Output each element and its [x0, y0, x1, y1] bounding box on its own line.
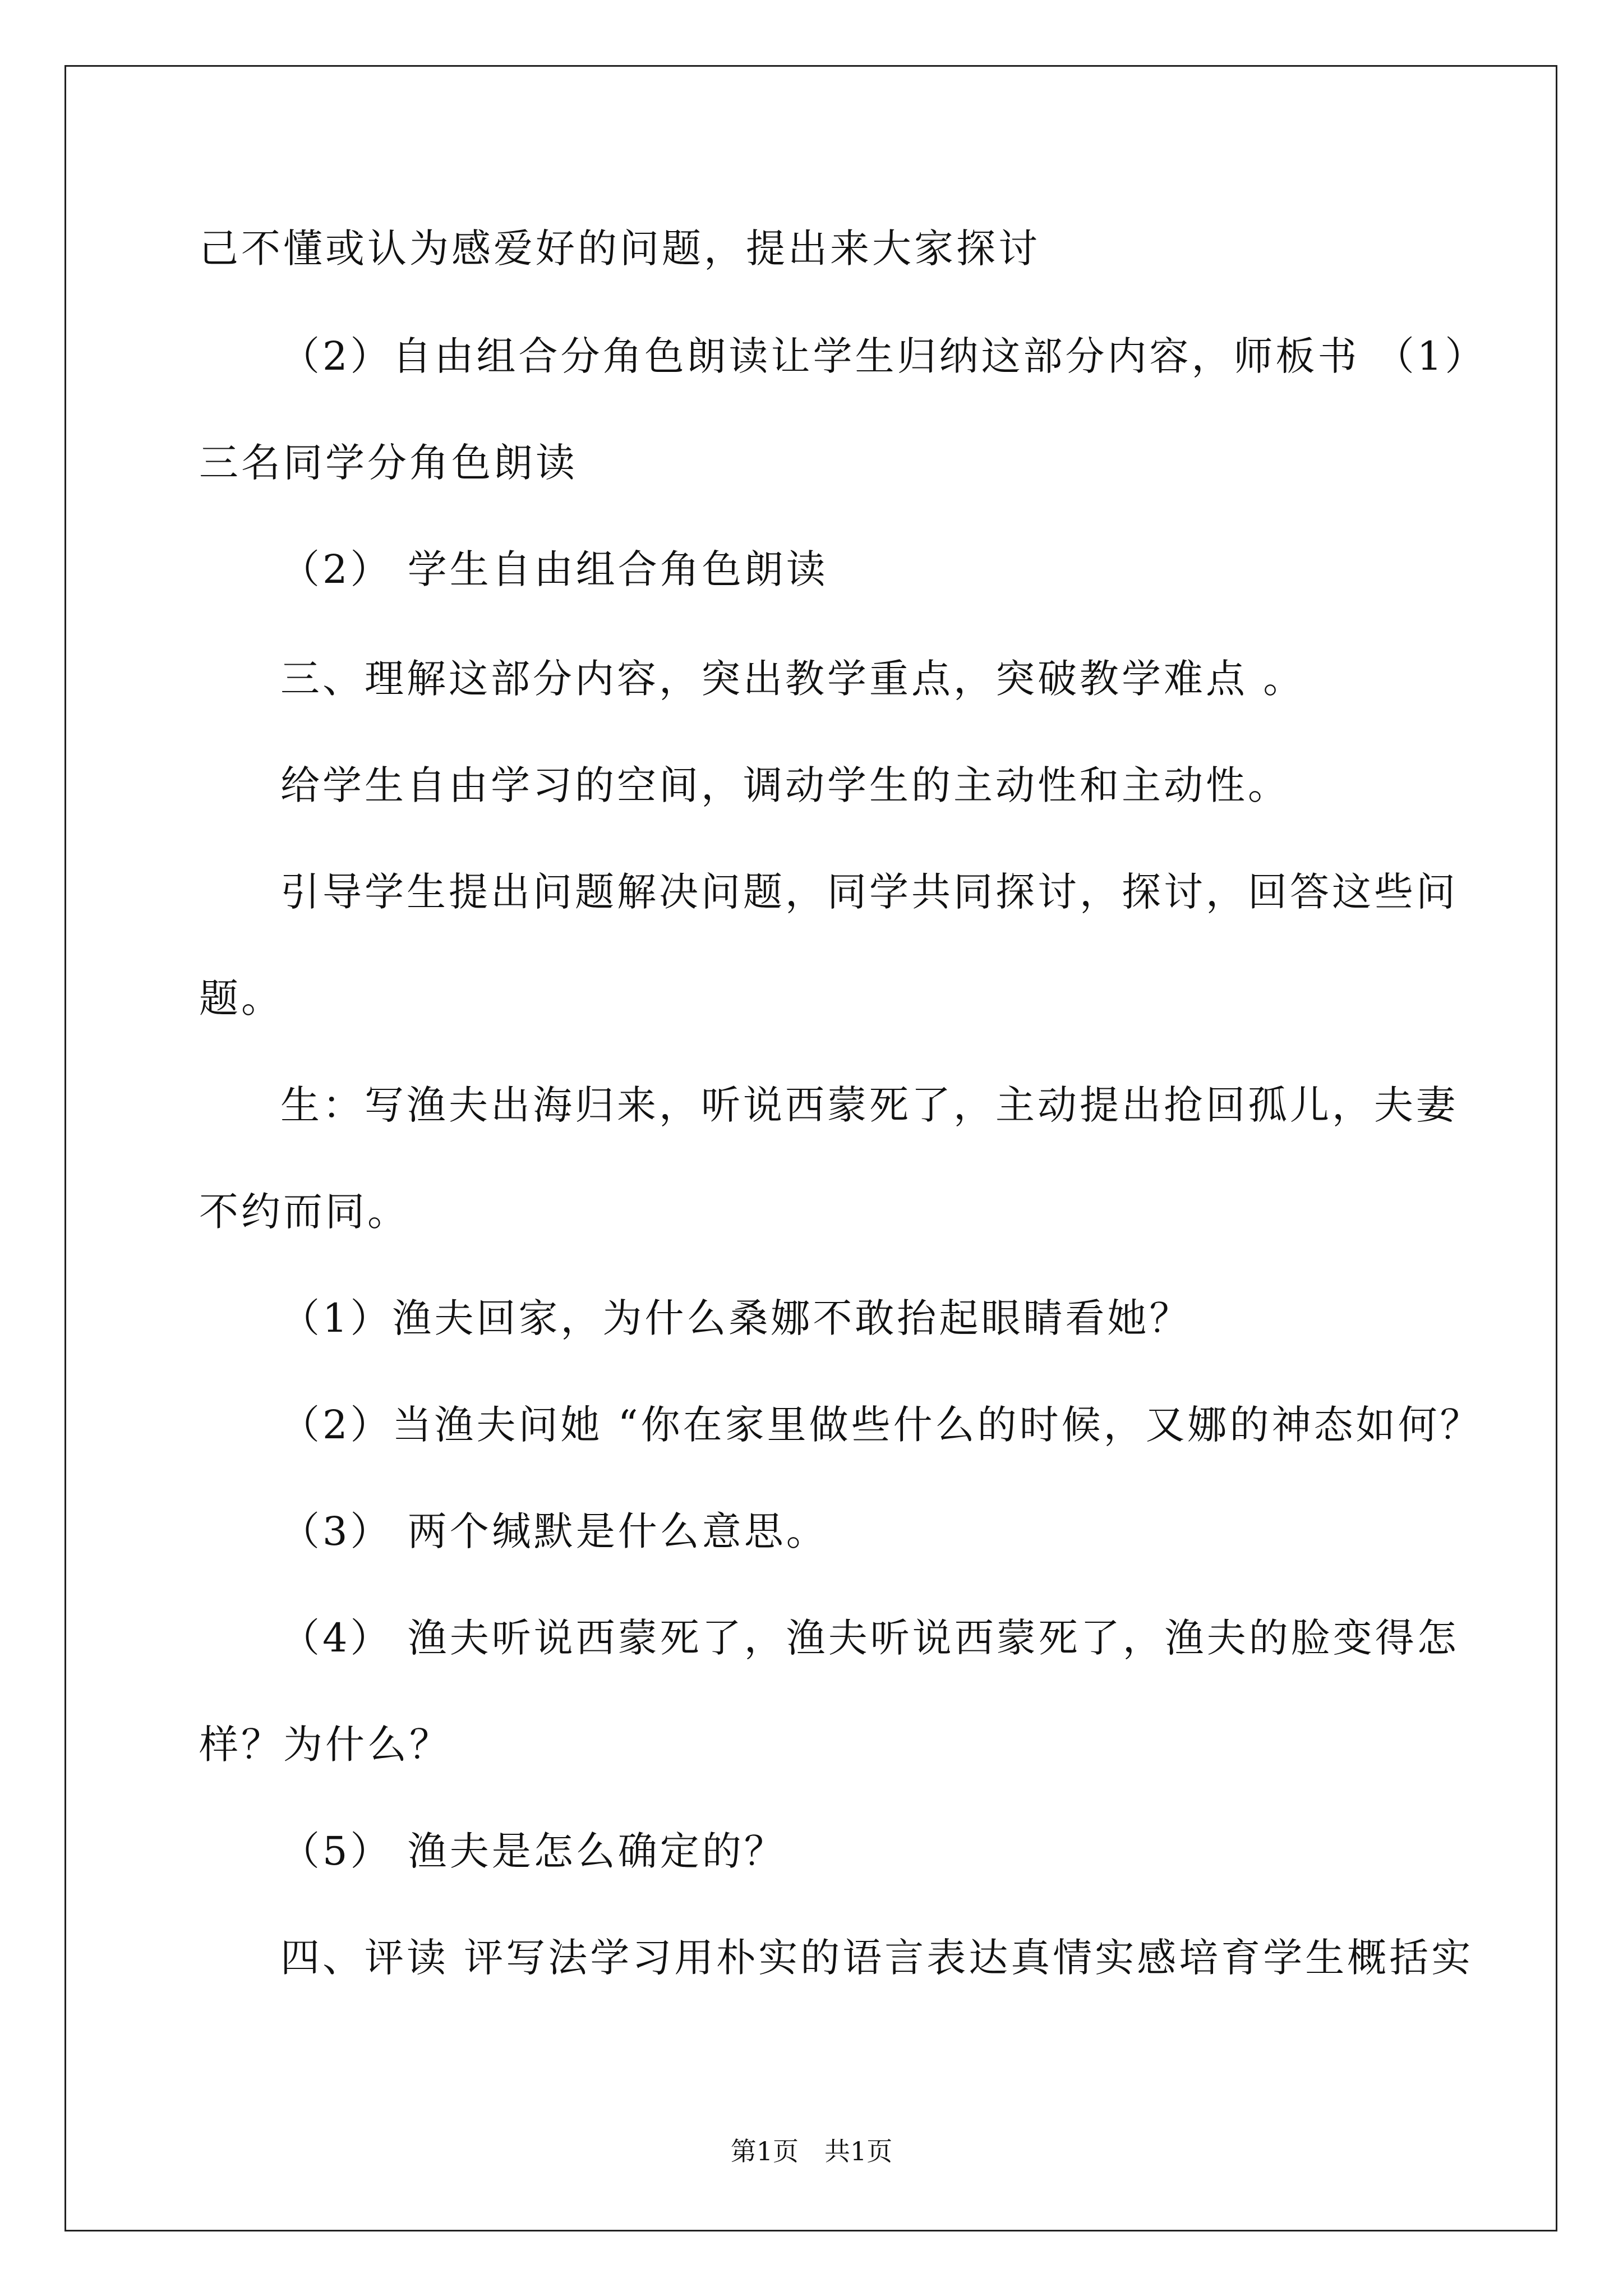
- text-line-10: 不约而同。: [199, 1189, 409, 1235]
- text-line-3: 三名同学分角色朗读: [199, 440, 578, 486]
- text-line-15: 样？为什么？: [199, 1722, 451, 1768]
- text-line-11: （1）渔夫回家，为什么桑娜不敢抬起眼睛看她？: [280, 1295, 1192, 1341]
- text-line-8: 题。: [199, 976, 283, 1022]
- text-line-7: 引导学生提出问题解决问题，同学共同探讨，探讨，回答这些问: [280, 869, 1458, 915]
- text-line-9: 生：写渔夫出海归来，听说西蒙死了，主动提出抢回孤儿，夫妻: [280, 1082, 1458, 1128]
- text-line-1: 己不懂或认为感爱好的问题，提出来大家探讨: [199, 226, 1040, 272]
- text-line-4: （2） 学生自由组合角色朗读: [280, 546, 828, 592]
- page-number-footer: 第1页 共1页: [730, 2136, 893, 2166]
- text-line-16: （5） 渔夫是怎么确定的？: [280, 1828, 786, 1874]
- text-line-17: 四、评读 评写法学习用朴实的语言表达真情实感培育学生概括实: [280, 1935, 1474, 1981]
- text-line-6: 给学生自由学习的空间，调动学生的主动性和主动性。: [280, 762, 1290, 808]
- text-line-14: （4） 渔夫听说西蒙死了，渔夫听说西蒙死了，渔夫的脸变得怎: [280, 1615, 1459, 1661]
- page-border: [64, 65, 1557, 2231]
- text-line-2: （2）自由组合分角色朗读让学生归纳这部分内容，师板书 （1）: [280, 333, 1487, 379]
- text-line-12: （2）当渔夫问她 “你在家里做些什么的时候，又娜的神态如何？: [280, 1402, 1482, 1448]
- text-line-5: 三、理解这部分内容，突出教学重点，突破教学难点 。: [280, 656, 1306, 702]
- text-line-13: （3） 两个缄默是什么意思。: [280, 1508, 828, 1554]
